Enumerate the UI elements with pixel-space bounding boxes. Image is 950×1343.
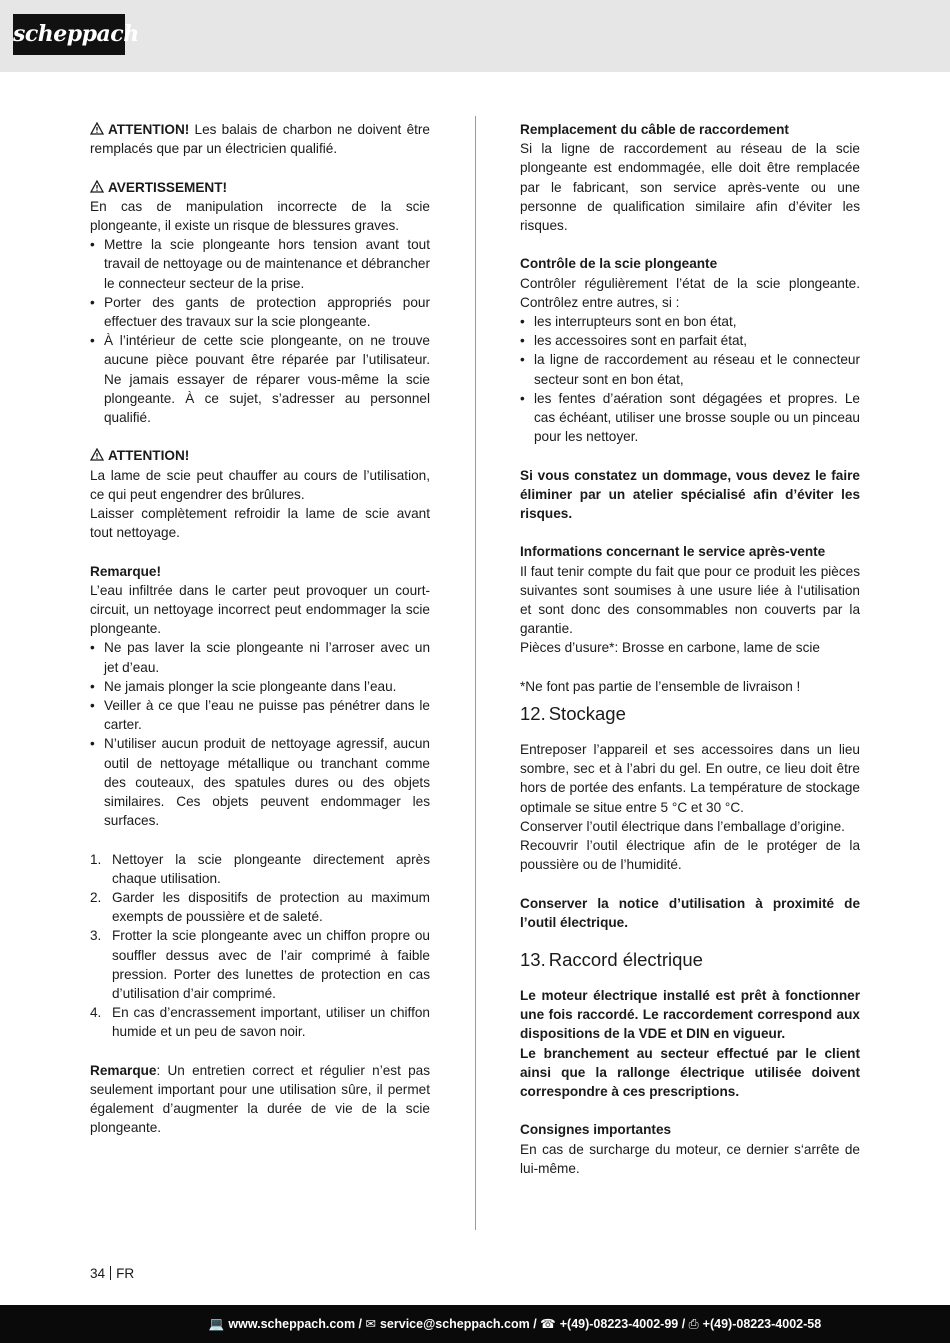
computer-icon: 💻 (208, 1317, 225, 1331)
step-number: 2. (90, 890, 102, 906)
service-heading: Informations concernant le service après-vente (520, 544, 826, 560)
step-item (90, 888, 430, 926)
remark-text: L’eau infiltrée dans le carter peut provoquer un court-circuit, un nettoyage incorrect peut endommager la scie plongeante. (90, 582, 430, 637)
control-heading: Contrôle de la scie plongeante (520, 256, 718, 272)
cable-heading: Remplacement du câble de raccordement (520, 122, 789, 137)
step-text: Frotter la scie plongeante avec un chiffon propre ou souffler dessus avec de l’air comprimé à faible pression. Porter des lunettes de protection en cas d’utilisation d’air comprimé. (112, 928, 430, 1002)
email-icon: ✉ (365, 1317, 376, 1331)
storage-manual-note: Conserver la notice d’utilisation à proximité de l’outil électrique. (520, 895, 860, 930)
column-divider (475, 116, 476, 1230)
footer-separator: / (529, 1317, 541, 1331)
section-title: Stockage (548, 703, 626, 725)
warning-list (90, 235, 430, 427)
list-item: • Porter des gants de protection appropriés pour effectuer des travaux sur la scie plongeante. (90, 293, 430, 331)
warning-triangle-icon (90, 180, 104, 193)
footer-separator: / (355, 1317, 366, 1331)
footer-phone: +(49)-08223-4002-99 (559, 1317, 679, 1331)
warning-text: En cas de manipulation incorrecte de la scie plongeante, il existe un risque de blessures graves. (90, 198, 430, 233)
language-code: FR (116, 1266, 135, 1281)
list-item: • la ligne de raccordement au réseau et le connecteur secteur sont en bon état, (520, 350, 860, 388)
footer-separator: / (678, 1317, 689, 1331)
remark-list (90, 638, 430, 830)
footer-website[interactable]: www.scheppach.com (228, 1317, 356, 1331)
control-text: Contrôler régulièrement l’état de la scie plongeante. Contrôlez entre autres, si : (520, 275, 860, 310)
step-text: Garder les dispositifs de protection au maximum exempts de poussière et de saleté. (112, 890, 430, 925)
step-item (90, 1003, 430, 1041)
step-text: Nettoyer la scie plongeante directement après chaque utilisation. (112, 851, 430, 886)
phone-icon: ☎ (540, 1317, 556, 1331)
list-item: • Ne jamais plonger la scie plongeante dans l’eau. (90, 677, 430, 696)
list-item: • Veiller à ce que l’eau ne puisse pas pénétrer dans le carter. (90, 696, 430, 734)
page-separator (110, 1266, 111, 1280)
step-item (90, 850, 430, 888)
storage-text-3: Recouvrir l’outil électrique afin de le protéger de la poussière ou de l’humidité. (520, 838, 860, 873)
attention-note-1 (90, 120, 430, 158)
attention-text: Les balais de charbon ne doivent être remplacés que par un électricien qualifié. (90, 122, 430, 157)
storage-text-2: Conserver l’outil électrique dans l’emballage d’origine. (520, 818, 845, 834)
footer-email[interactable]: service@scheppach.com (379, 1317, 530, 1331)
warning-triangle-icon (90, 122, 104, 135)
service-text: Il faut tenir compte du fait que pour ce produit les pièces suivantes sont soumises à une usure liée à l‘utilisation et sont donc des consommables non couverts par la garantie. (520, 563, 860, 637)
remark-heading: Remarque! (90, 563, 162, 579)
section-13-heading (520, 948, 860, 972)
page-number-value: 34 (90, 1266, 106, 1281)
attention-heading-2 (90, 446, 430, 465)
step-number: 1. (90, 851, 102, 867)
list-item: • les interrupteurs sont en bon état, (520, 312, 860, 331)
step-text: En cas d’encrassement important, utiliser un chiffon humide et un peu de savon noir. (112, 1005, 430, 1040)
step-item (90, 926, 430, 1003)
attention-text-2a: La lame de scie peut chauffer au cours de l’utilisation, ce qui peut engendrer des brûlures. (90, 467, 430, 502)
fax-icon: ⎙ (688, 1317, 699, 1331)
left-column (90, 120, 430, 1138)
header-bar (0, 0, 950, 72)
important-heading: Consignes importantes (520, 1122, 672, 1138)
not-included-note: *Ne font pas partie de l’ensemble de livraison ! (520, 678, 801, 694)
warning-label: AVERTISSEMENT! (108, 179, 228, 195)
footer-bar (0, 1305, 950, 1343)
list-item: • les fentes d’aération sont dégagées et propres. Le cas échéant, utiliser une brosse souple ou un pinceau pour les nettoyer. (520, 389, 860, 447)
section-number: 13. (520, 949, 546, 971)
footer-fax: +(49)-08223-4002-58 (702, 1317, 822, 1331)
important-text: En cas de surcharge du moteur, ce dernier s‘arrête de lui-même. (520, 1141, 860, 1176)
list-item: • les accessoires sont en parfait état, (520, 331, 860, 350)
remark-2-text: : Un entretien correct et régulier n’est pas seulement important pour une utilisation sûre, il permet également d’augmenter la durée de vie de la scie plongeante. (90, 1062, 430, 1136)
attention-label: ATTENTION! (108, 122, 190, 137)
section-12-heading (520, 702, 860, 726)
list-item: • Mettre la scie plongeante hors tension avant tout travail de nettoyage ou de maintenance et débrancher le connecteur secteur de la prise. (90, 235, 430, 293)
electric-text-2: Le branchement au secteur effectué par le client ainsi que la rallonge électrique utilisée doivent correspondre à ces prescriptions. (520, 1045, 860, 1100)
section-number: 12. (520, 703, 546, 725)
attention-label: ATTENTION! (108, 448, 190, 464)
wear-parts: Pièces d’usure*: Brosse en carbone, lame de scie (520, 640, 820, 656)
storage-text-1: Entreposer l’appareil et ses accessoires dans un lieu sombre, sec et à l’abri du gel. En outre, ce lieu doit être hors de portée des enfants. La température de stockage optimale se situe entre 5 °C et 30 °C. (520, 742, 860, 815)
control-list (520, 312, 860, 446)
electric-text-1: Le moteur électrique installé est prêt à fonctionner une fois raccordé. Le raccordement correspond aux dispositions de la VDE et DIN en vigueur. (520, 988, 860, 1042)
section-title: Raccord électrique (548, 949, 703, 971)
scheppach-logo: scheppach (13, 14, 125, 55)
step-number: 3. (90, 928, 102, 944)
remark-2 (90, 1061, 430, 1138)
list-item: • Ne pas laver la scie plongeante ni l’arroser avec un jet d’eau. (90, 638, 430, 676)
cable-text: Si la ligne de raccordement au réseau de la scie plongeante est endommagée, elle doit être remplacée par le fabricant, son service après-vente ou une personne de qualification similaire afin d’éviter les risques. (520, 141, 860, 234)
attention-text-2b: Laisser complètement refroidir la lame de scie avant tout nettoyage. (90, 506, 430, 541)
damage-notice: Si vous constatez un dommage, vous devez le faire éliminer par un atelier spécialisé afin d’éviter les risques. (520, 467, 860, 522)
warning-triangle-icon (90, 448, 104, 461)
warning-heading (90, 178, 430, 197)
page-number (90, 1266, 134, 1282)
remark-2-label: Remarque (90, 1062, 157, 1078)
list-item: • À l’intérieur de cette scie plongeante, on ne trouve aucune pièce pouvant être réparée par l’utilisateur. Ne jamais essayer de réparer vous-même la scie plongeante. À ce sujet, s’adresser au personnel qualifié. (90, 331, 430, 427)
cleaning-steps (90, 850, 430, 1042)
step-number: 4. (90, 1005, 102, 1021)
list-item: • N’utiliser aucun produit de nettoyage agressif, aucun outil de nettoyage métallique ou tranchant comme des couteaux, des spatules dures ou des objets similaires. Ces objets peuvent endommager les surfaces. (90, 734, 430, 830)
right-column (520, 120, 860, 1178)
